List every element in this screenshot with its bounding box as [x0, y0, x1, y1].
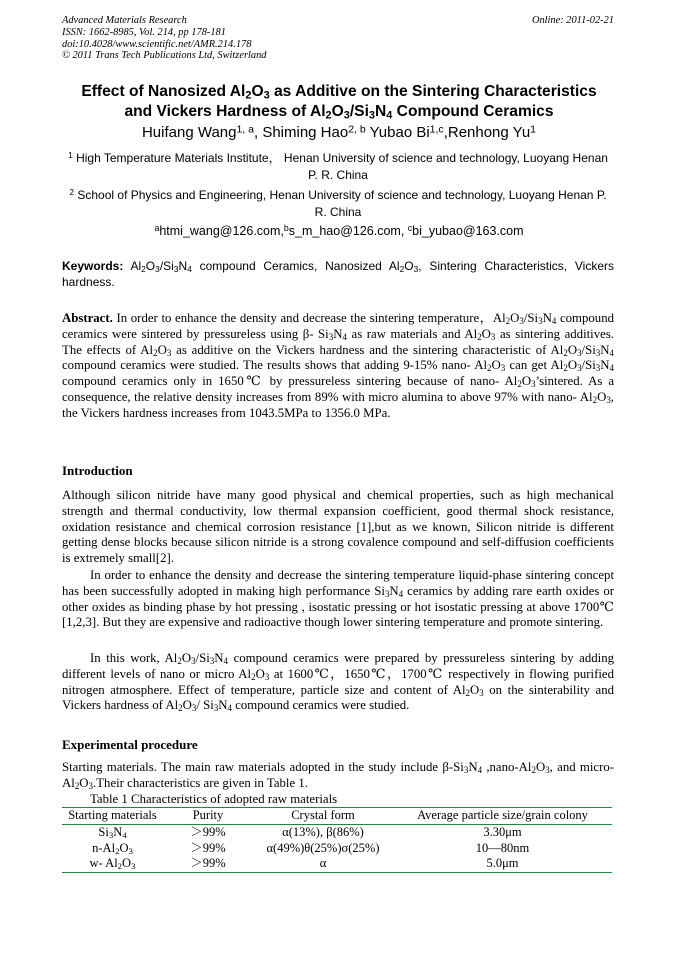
affiliation-2 [62, 187, 614, 220]
affiliation-2-text: School of Physics and Engineering, Henan University of science and technology, Luoyang Henan P. R. China [74, 188, 607, 219]
table-cell: α [253, 856, 393, 872]
table-header-cell: Starting materials [62, 808, 163, 825]
author-2-affil: 2, b [348, 123, 366, 136]
keywords-label: Keywords: [62, 259, 124, 273]
table-cell: α(13%), β(86%) [282, 824, 364, 839]
abstract-text: In order to enhance the density and decrease the sintering temperature，$Al_2O_3/Si_3N_4$ compound ceramics were sintered by pressureless using β- $Si_3N_4$ as raw materials and $Al_2O_3$ as sintering additives. The effects of $Al_2O_3$ as additive on the Vickers hardness and the sintering characteristic of $Al_2O_3/Si_3N_4$ compound ceramics were studied. The results shows that adding 9-15% nano- $Al_2O_3$ can get $Al_2O_3/Si_3N_4$ compound ceramics only in 1650℃ by pressureless sintering because of nano- $Al_2O_3’sintered$. As a consequence, the relative density increases from 89% with micro alumina to above 97% with nano- $Al_2O_3$, the Vickers hardness increases from 1043.5MPa to 1356.0 MPa. [62, 311, 614, 420]
doi-line: doi:10.4028/www.scientific.net/AMR.214.178 [62, 38, 252, 50]
email-c-mark: c [407, 223, 413, 234]
email-b-mark: b [283, 223, 289, 234]
issn-line: ISSN: 1662-8985, Vol. 214, pp 178-181 [62, 26, 226, 38]
author-3-affil: 1,c [429, 123, 444, 136]
experimental-paragraph-1: Starting materials. The main raw materials adopted in the study include $\beta-Si_3N_4$ $,nano-Al_2O_3$, and micro-$Al_2O_3.Their$ characteristics are given in Table 1. [62, 760, 614, 792]
title-line-2: and Vickers Hardness of $Al_2O_3/Si_3N_4$ Compound Ceramics [124, 103, 554, 122]
intro-paragraph-2: In order to enhance the density and decrease the sintering temperature liquid-phase sintering concept has been successfully adopted in making high performance $Si_3N_4$ ceramics by adding rare earth oxides or other oxides as binding phase by hot pressing , isostatic pressing or hot isostatic pressing at above 1700℃ [1,2,3]. But they are expensive and radioactive though lower sintering temperature and promote sintering. [62, 568, 614, 630]
author-4-affil: 1 [530, 123, 537, 136]
intro-paragraph-3: In this work, $Al_2O_3/Si_3N_4$ compound ceramics were prepared by pressureless sintering by adding different levels of nano or micro $Al_2O_3$ at 1600℃，1650℃，1700℃ respectively in flowing purified nitrogen atmosphere. Effect of temperature, particle size and content of $Al_2O_3$ on the sinterability and Vickers hardness of $Al_2O_3/$ $Si_3N_4$ compound ceramics were studied. [62, 651, 615, 714]
table-cell: 5.0μm [393, 856, 612, 872]
email-a-mark: a [154, 223, 160, 234]
affiliation-2-mark: 2 [69, 187, 75, 198]
table-cell: ＞99% [190, 824, 226, 839]
table-cell: 3.30μm [483, 824, 522, 839]
table-cell: ＞99% [163, 856, 253, 872]
table-header-cell: Crystal form [253, 808, 393, 825]
journal-header [62, 15, 614, 62]
intro-paragraph-1: Although silicon nitride have many good physical and chemical properties, such as high mechanical strength and thermal conductivity, low thermal expansion coefficient, good thermal shock resistance, oxidation resistance and chemical corrosion resistance [1],but as we known, Silicon nitride is different getting dense blocks because silicon nitride is a strong covalence compound and self-diffusion coefficients is extremely small[2]. [62, 488, 614, 566]
table-row [62, 824, 612, 840]
author-list [40, 124, 638, 142]
affiliation-1 [62, 150, 614, 183]
email-b: s_m_hao@126.com, [288, 224, 408, 238]
author-1-affil: 1, a [236, 123, 254, 136]
experimental-heading: Experimental procedure [62, 737, 198, 752]
keywords [62, 259, 614, 290]
author-2: , Shiming Hao [253, 124, 349, 141]
table-1 [62, 807, 612, 873]
abstract [62, 311, 614, 422]
table-1-caption: Table 1 Characteristics of adopted raw materials [90, 792, 338, 806]
email-a: htmi_wang@126.com, [159, 224, 284, 238]
table-header-cell: Average particle size/grain colony [393, 808, 612, 825]
email-list [40, 223, 638, 239]
copyright-line: © 2011 Trans Tech Publications Ltd, Switzerland [62, 50, 267, 62]
keywords-text: $Al_2O_3/Si_3N_4$ compound Ceramics, Nanosized $Al_2O_3$, Sintering Characteristics, Vickers hardness. [62, 259, 615, 289]
title-line-1: Effect of Nanosized $Al_2O_3$ as Additive on the Sintering Characteristics [81, 83, 597, 102]
table-cell: 10—80nm [475, 840, 530, 855]
table-cell: w- $Al_2O_3$ [62, 856, 163, 872]
paper-title [40, 82, 638, 122]
table-cell: α(49%)θ(25%)σ(25%) [266, 840, 380, 855]
table-row [62, 841, 612, 857]
author-3: Yubao Bi [365, 124, 430, 141]
affiliation-1-mark: 1 [68, 150, 73, 161]
table-header-cell: Purity [163, 808, 253, 825]
table-cell: ＞99% [190, 840, 226, 855]
introduction-heading: Introduction [62, 463, 133, 478]
online-date: Online: 2011-02-21 [531, 15, 614, 26]
table-cell: $Si_3N_4$ [98, 824, 127, 840]
table-cell: $n-Al_2O_3$ [92, 840, 133, 856]
email-c: bi_yubao@163.com [412, 224, 524, 238]
affiliation-1-text: High Temperature Materials Institute， Henan University of science and technology, Luoyang Henan P. R. China [72, 151, 608, 182]
author-1: Huifang Wang [141, 124, 237, 141]
abstract-label: Abstract. [62, 311, 113, 325]
journal-name: Advanced Materials Research [62, 15, 187, 26]
author-4: ,Renhong Yu [443, 124, 531, 141]
table-row [62, 856, 612, 872]
table-header-row [62, 808, 612, 825]
